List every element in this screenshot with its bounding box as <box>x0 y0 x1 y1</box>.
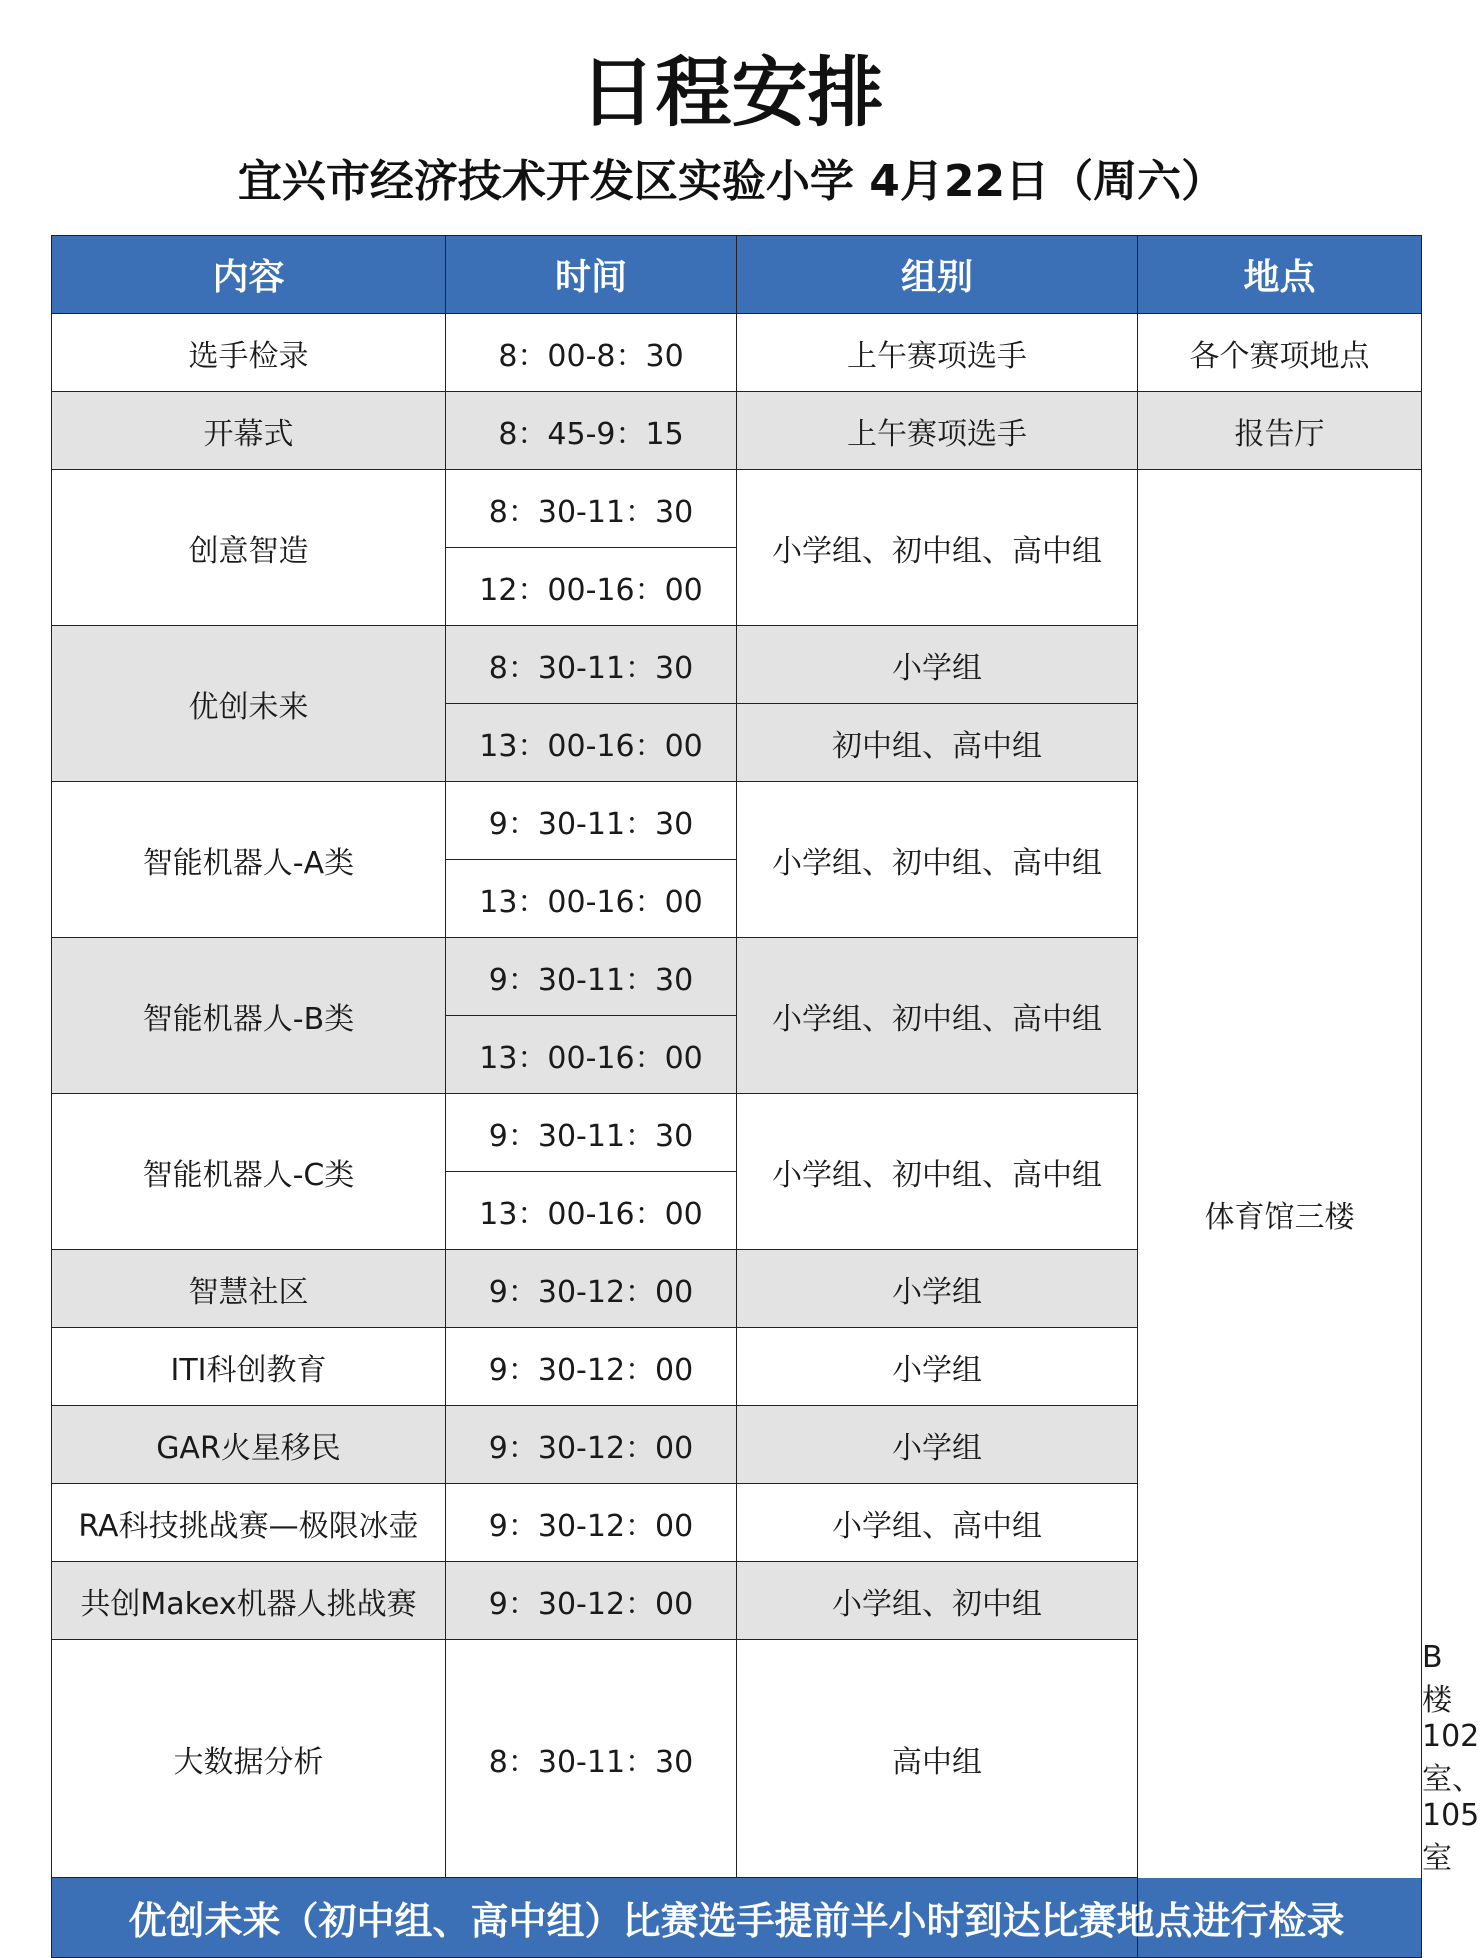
cell-content: 选手检录 <box>52 314 446 392</box>
cell-time: 13：00-16：00 <box>446 860 737 938</box>
cell-shared-location: 体育馆三楼 <box>1138 470 1422 1958</box>
cell-content: 优创未来 <box>52 626 446 782</box>
header-location: 地点 <box>1138 236 1422 314</box>
cell-time: 9：30-11：30 <box>446 1094 737 1172</box>
cell-content: ITI科创教育 <box>52 1328 446 1406</box>
header-content: 内容 <box>52 236 446 314</box>
cell-time: 8：30-11：30 <box>446 626 737 704</box>
table-header-row <box>52 236 1422 314</box>
cell-time: 8：00-8：30 <box>446 314 737 392</box>
cell-content: 共创Makex机器人挑战赛 <box>52 1562 446 1640</box>
cell-group: 小学组、初中组、高中组 <box>737 1094 1138 1250</box>
cell-content: RA科技挑战赛—极限冰壶 <box>52 1484 446 1562</box>
table-row <box>52 470 1422 548</box>
cell-group: 初中组、高中组 <box>737 704 1138 782</box>
cell-content: 智慧社区 <box>52 1250 446 1328</box>
cell-group: 小学组 <box>737 1406 1138 1484</box>
cell-time: 9：30-11：30 <box>446 782 737 860</box>
cell-time: 9：30-12：00 <box>446 1484 737 1562</box>
cell-location: 报告厅 <box>1138 392 1422 470</box>
cell-group: 小学组 <box>737 626 1138 704</box>
cell-time: 9：30-12：00 <box>446 1562 737 1640</box>
cell-group: 小学组 <box>737 1328 1138 1406</box>
table-row <box>52 392 1422 470</box>
cell-content: 开幕式 <box>52 392 446 470</box>
header-time: 时间 <box>446 236 737 314</box>
cell-location: 各个赛项地点 <box>1138 314 1422 392</box>
cell-content: 大数据分析 <box>52 1640 446 1878</box>
cell-time: 8：30-11：30 <box>446 1640 737 1878</box>
cell-time: 13：00-16：00 <box>446 1172 737 1250</box>
cell-time: 13：00-16：00 <box>446 704 737 782</box>
table-row <box>52 314 1422 392</box>
cell-time: 9：30-12：00 <box>446 1406 737 1484</box>
cell-content: 创意智造 <box>52 470 446 626</box>
footer-note: 优创未来（初中组、高中组）比赛选手提前半小时到达比赛地点进行检录 <box>52 1878 1422 1958</box>
cell-content: GAR火星移民 <box>52 1406 446 1484</box>
cell-time: 9：30-11：30 <box>446 938 737 1016</box>
cell-content: 智能机器人-B类 <box>52 938 446 1094</box>
cell-group: 上午赛项选手 <box>737 392 1138 470</box>
cell-content: 智能机器人-A类 <box>52 782 446 938</box>
table-row: 大数据分析 8：30-11：30 高中组 B楼102室、105室 <box>52 1640 1422 1878</box>
cell-group: 小学组、初中组、高中组 <box>737 782 1138 938</box>
header-group: 组别 <box>737 236 1138 314</box>
cell-content: 智能机器人-C类 <box>52 1094 446 1250</box>
cell-group: 小学组 <box>737 1250 1138 1328</box>
schedule-table <box>51 235 1482 1958</box>
cell-time: 9：30-12：00 <box>446 1328 737 1406</box>
cell-time: 13：00-16：00 <box>446 1016 737 1094</box>
cell-time: 8：30-11：30 <box>446 470 737 548</box>
cell-time: 8：45-9：15 <box>446 392 737 470</box>
page-title: 日程安排 <box>579 48 884 137</box>
cell-group: 小学组、高中组 <box>737 1484 1138 1562</box>
page-subtitle: 宜兴市经济技术开发区实验小学 4月22日（周六） <box>237 156 1226 207</box>
cell-group: 小学组、初中组、高中组 <box>737 938 1138 1094</box>
cell-group: 高中组 <box>737 1640 1138 1878</box>
cell-time: 9：30-12：00 <box>446 1250 737 1328</box>
footer-row <box>52 1878 1422 1958</box>
cell-group: 小学组、初中组 <box>737 1562 1138 1640</box>
cell-time: 12：00-16：00 <box>446 548 737 626</box>
cell-group: 上午赛项选手 <box>737 314 1138 392</box>
cell-group: 小学组、初中组、高中组 <box>737 470 1138 626</box>
